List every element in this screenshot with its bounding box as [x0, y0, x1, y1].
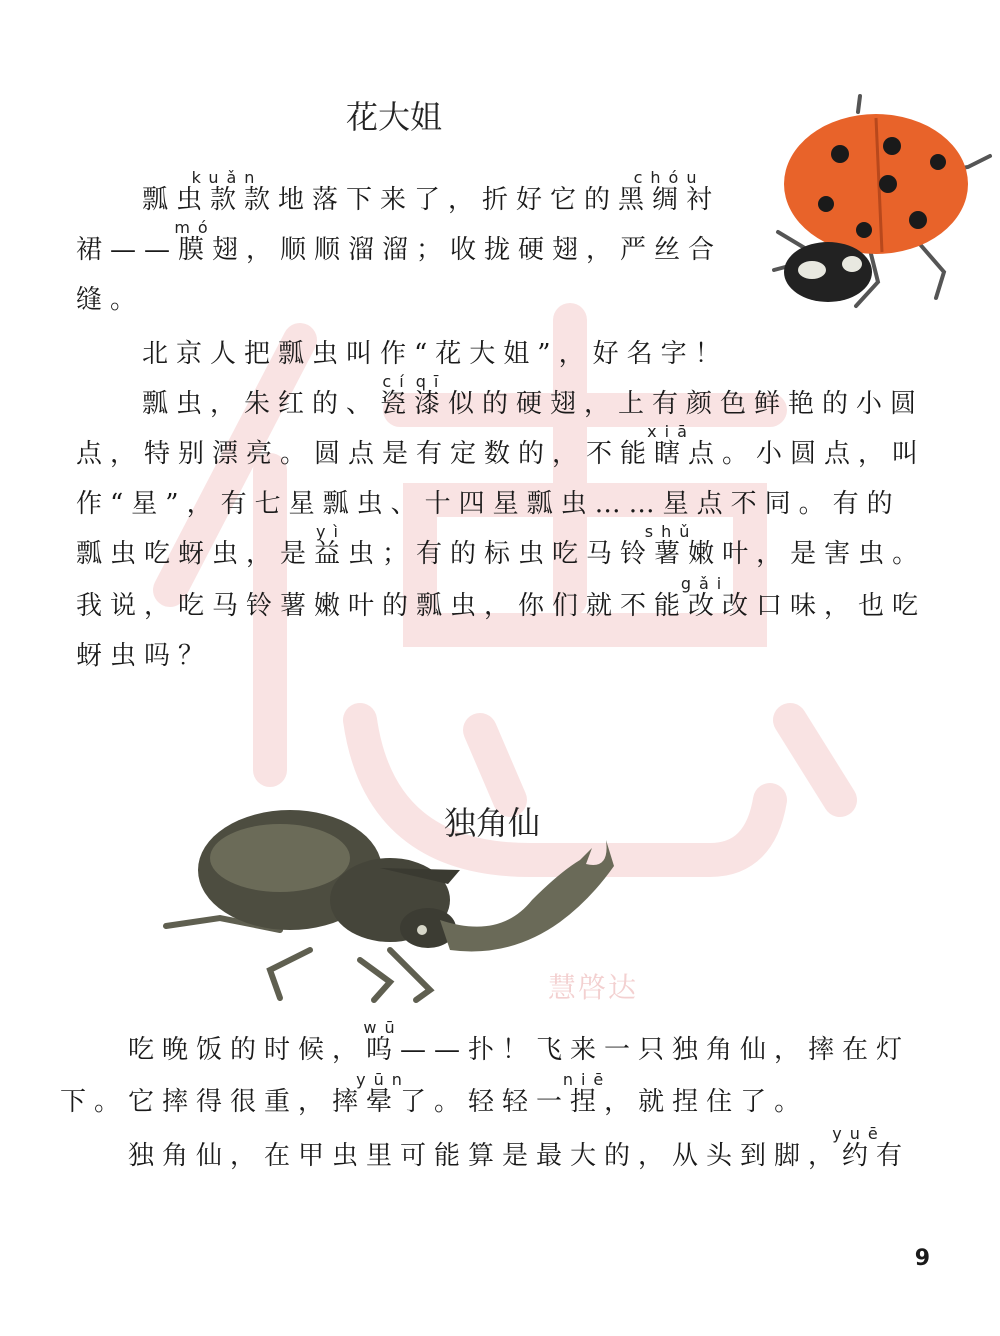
paragraph-line: 下。它摔得很重，摔 yūn 晕了。轻轻一 niē 捏，就捏住了。	[60, 1070, 809, 1117]
rhinoceros-beetle-illustration	[160, 800, 630, 1010]
paragraph-line: 裙—— mó 膜翅，顺顺溜溜；收拢硬翅，严丝合	[76, 218, 723, 265]
watermark-caption: 慧啓达	[548, 971, 639, 1004]
paragraph-line: 缝。	[76, 285, 145, 315]
paragraph-line: 瓢虫 kuǎn 款款地落下来了，折好它的黑 chóu 绸衬	[142, 168, 721, 215]
page-number: 9	[914, 1246, 930, 1271]
section-title-dujiaoxian: 独角仙	[444, 804, 541, 842]
paragraph-line: 北京人把瓢虫叫作“花大姐”，好名字！	[142, 339, 729, 369]
paragraph-line: 独角仙，在甲虫里可能算是最大的，从头到脚， yuē 约有	[128, 1124, 911, 1171]
paragraph-line: 点，特别漂亮。圆点是有定数的，不能 xiā 瞎点。小圆点，叫	[76, 422, 927, 469]
paragraph-line: 瓢虫吃蚜虫，是 yì 益虫；有的标虫吃马铃 shǔ 薯嫩叶，是害虫。	[76, 522, 927, 569]
paragraph-line: 瓢虫，朱红的、 cí 瓷 qī 漆似的硬翅，上有颜色鲜艳的小圆	[142, 372, 925, 419]
paragraph-line: 我说，吃马铃薯嫩叶的瓢虫，你们就不能 gǎi 改改口味，也吃	[76, 574, 927, 621]
paragraph-line: 作“星”，有七星瓢虫、十四星瓢虫……星点不同。有的	[76, 489, 901, 519]
ladybug-illustration	[768, 92, 1000, 314]
paragraph-line: 蚜虫吗？	[76, 641, 213, 671]
paragraph-line: 吃晚饭的时候， wū 呜——扑！飞来一只独角仙，摔在灯	[128, 1018, 911, 1065]
section-title-huadajie: 花大姐	[346, 98, 443, 136]
